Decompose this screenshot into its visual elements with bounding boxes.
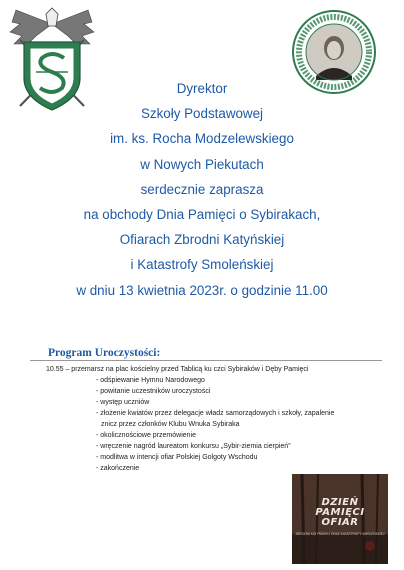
program-item: znicz przez członków Klubu Wnuka Sybiraka: [101, 421, 240, 428]
poster-title-line: OFIAR: [321, 517, 359, 528]
invitation-line: w Nowych Piekutach: [140, 156, 264, 172]
invitation-line: i Katastrofy Smoleńskiej: [130, 257, 274, 273]
invitation-line: w dniu 13 kwietnia 2023r. o godzinie 11.00: [76, 282, 328, 298]
program-item: - okolicznościowe przemówienie: [96, 432, 196, 439]
program-item: - modlitwa w intencji ofiar Polskiej Golgoty Wschodu: [96, 454, 258, 461]
program-first-line: 10.55 – przemarsz na plac kościelny przed Tablicą ku czci Sybiraków i Dęby Pamięci: [46, 366, 309, 373]
divider: [30, 360, 382, 361]
invitation-line: Szkoły Podstawowej: [140, 106, 264, 122]
program-item: - powitanie uczestników uroczystości: [96, 388, 211, 395]
invitation-text: [20, 76, 384, 303]
program-title: Program Uroczystości:: [48, 347, 161, 359]
remembrance-poster: [292, 474, 388, 564]
program-item: - występ uczniów: [96, 399, 150, 406]
program-item: - złożenie kwiatów przez delegacje władz samorządowych i szkoły, zapalenie: [96, 410, 335, 417]
poster-caption: ZBRODNI KATYŃSKIEJ ORAZ KATASTROFY SMOLEŃSKIEJ: [295, 532, 385, 536]
program-list: [46, 364, 376, 474]
poster-title-line: DZIEŃ: [321, 497, 359, 508]
invitation-line: Ofiarach Zbrodni Katyńskiej: [119, 232, 285, 248]
invitation-line: na obchody Dnia Pamięci o Sybirakach,: [83, 207, 321, 223]
program-item: - wręczenie nagród laureatom konkursu „Sybir-ziemia cierpień”: [96, 443, 291, 450]
invitation-line: serdecznie zaprasza: [140, 181, 264, 197]
invitation-line: im. ks. Rocha Modzelewskiego: [110, 131, 294, 147]
invitation-line: Dyrektor: [176, 81, 228, 96]
program-item: - zakończenie: [96, 465, 140, 472]
program-item: - odśpiewanie Hymnu Narodowego: [96, 377, 205, 384]
poster-title-line: PAMIĘCI: [315, 507, 365, 518]
